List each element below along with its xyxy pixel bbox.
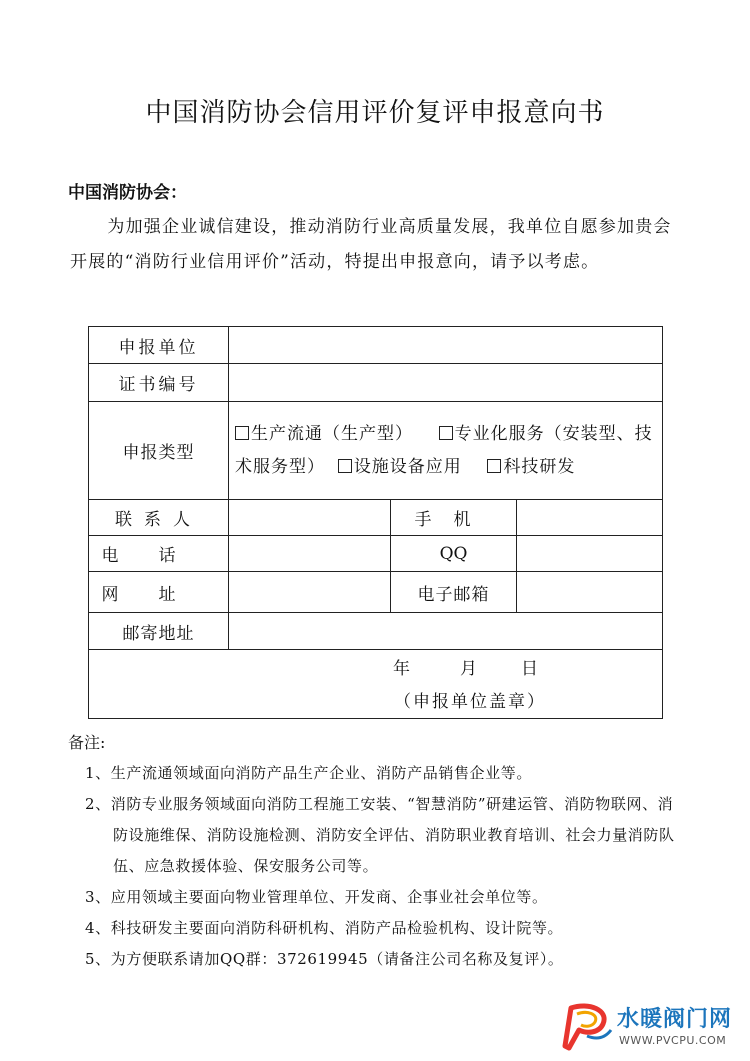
date-day-label: 日	[521, 659, 539, 679]
body-paragraph: 为加强企业诚信建设，推动消防行业高质量发展，我单位自愿参加贵会开展的“消防行业信用评价”活动，特提出申报意向，请予以考虑。	[70, 217, 672, 272]
checkbox-icon	[439, 426, 453, 440]
type-option-research[interactable]: 科技研发	[487, 457, 575, 477]
type-option-production[interactable]: 生产流通（生产型）	[235, 424, 413, 444]
phone-label: 电话	[89, 536, 229, 572]
note-item: 5、为方便联系请加QQ群：372619945（请备注公司名称及复评）。	[85, 950, 564, 968]
phone-field[interactable]	[229, 536, 391, 572]
qq-label: QQ	[391, 536, 517, 572]
mobile-field[interactable]	[517, 500, 663, 536]
date-year-label: 年	[393, 659, 411, 679]
checkbox-icon	[235, 426, 249, 440]
page-title: 中国消防协会信用评价复评申报意向书	[145, 98, 605, 128]
address-label: 邮寄地址	[89, 613, 229, 650]
certificate-field[interactable]	[229, 364, 663, 402]
note-item: 1、生产流通领域面向消防产品生产企业、消防产品销售企业等。	[85, 764, 532, 782]
site-name: 水暖阀门网	[617, 1007, 733, 1032]
email-field[interactable]	[517, 572, 663, 613]
addressee: 中国消防协会：	[68, 183, 187, 203]
contact-field[interactable]	[229, 500, 391, 536]
notes-title: 备注:	[68, 733, 106, 752]
signature-section	[89, 650, 663, 719]
notes-list	[85, 758, 677, 975]
applicant-field[interactable]	[229, 327, 663, 364]
website-field[interactable]	[229, 572, 391, 613]
qq-field[interactable]	[517, 536, 663, 572]
certificate-label: 证书编号	[89, 364, 229, 402]
applicant-label: 申报单位	[89, 327, 229, 364]
stamp-note: （申报单位盖章）	[394, 692, 547, 712]
contact-label: 联系人	[89, 500, 229, 536]
type-option-service[interactable]: 专业化服务（安装型、技术服务型）	[235, 423, 653, 477]
website-label: 网址	[89, 572, 229, 613]
checkbox-icon	[487, 459, 501, 473]
mobile-label: 手机	[391, 500, 517, 536]
note-item: 2、消防专业服务领域面向消防工程施工安装、“智慧消防”研建运管、消防物联网、消防设施维保、消防设施检测、消防安全评估、消防职业教育培训、社会力量消防队伍、应急救援体验、保安服务公司等。	[85, 795, 675, 875]
note-item: 3、应用领域主要面向物业管理单位、开发商、企事业社会单位等。	[85, 888, 548, 906]
watermark	[557, 998, 742, 1053]
note-item: 4、科技研发主要面向消防科研机构、消防产品检验机构、设计院等。	[85, 919, 564, 937]
address-field[interactable]	[229, 613, 663, 650]
checkbox-icon	[338, 459, 352, 473]
type-option-facility[interactable]: 设施设备应用	[338, 457, 462, 477]
email-label: 电子邮箱	[391, 572, 517, 613]
date-month-label: 月	[460, 659, 478, 679]
date-line	[95, 650, 656, 686]
site-logo-icon	[557, 1000, 615, 1052]
application-form-table	[88, 326, 663, 719]
type-label: 申报类型	[89, 402, 229, 500]
site-url: WWW.PVCPU.COM	[619, 1034, 727, 1047]
type-options	[229, 402, 663, 500]
